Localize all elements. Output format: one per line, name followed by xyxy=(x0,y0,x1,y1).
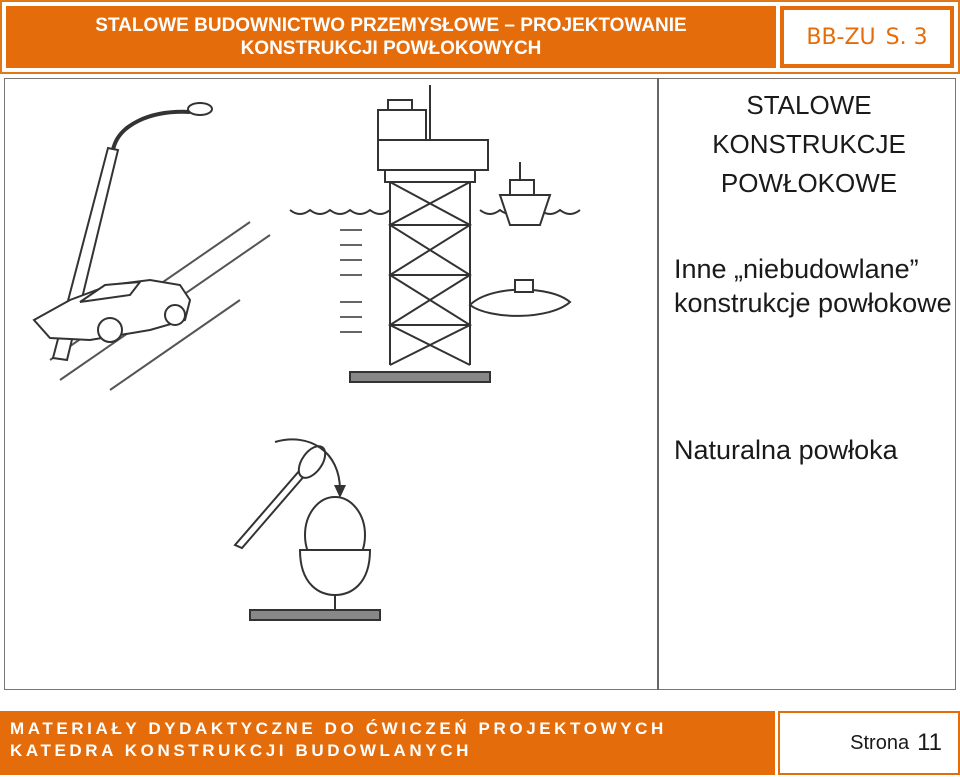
caption-line-2: konstrukcje powłokowe xyxy=(674,288,952,318)
pressure-arrows xyxy=(340,230,362,332)
car xyxy=(34,280,190,342)
course-title-line2: KONSTRUKCJI POWŁOKOWYCH xyxy=(240,38,542,59)
heading-line-1: STALOWE xyxy=(746,90,872,120)
natural-shell-caption: Naturalna powłoka xyxy=(674,435,898,465)
footer-line-2: KATEDRA KONSTRUKCJI BUDOWLANYCH xyxy=(10,741,472,760)
section-page-ref: S. 3 xyxy=(885,24,928,50)
offshore-platform xyxy=(350,85,490,382)
illustration xyxy=(10,80,650,688)
footer-banner xyxy=(0,711,775,775)
heading-line-3: POWŁOKOWE xyxy=(720,168,898,198)
other-shells-caption xyxy=(674,252,958,320)
caption-line-1: Inne „niebudowlane” xyxy=(674,254,919,284)
page-label: Strona xyxy=(850,731,910,754)
section-heading xyxy=(662,86,956,203)
document-code: BB-ZU xyxy=(806,24,876,50)
footer-line-1: MATERIAŁY DYDAKTYCZNE DO ĆWICZEŃ PROJEKTOWYCH xyxy=(10,719,667,738)
column-divider xyxy=(657,78,659,690)
course-title-line1: STALOWE BUDOWNICTWO PRZEMYSŁOWE – PROJEKTOWANIE xyxy=(95,15,687,36)
course-title xyxy=(6,6,776,68)
ship xyxy=(500,162,550,225)
page-number-box xyxy=(778,711,960,775)
heading-line-2: KONSTRUKCJE xyxy=(712,129,906,159)
slide-header xyxy=(0,0,960,74)
page-number: 11 xyxy=(917,729,942,756)
document-code-box xyxy=(780,6,954,68)
submarine xyxy=(470,280,570,316)
